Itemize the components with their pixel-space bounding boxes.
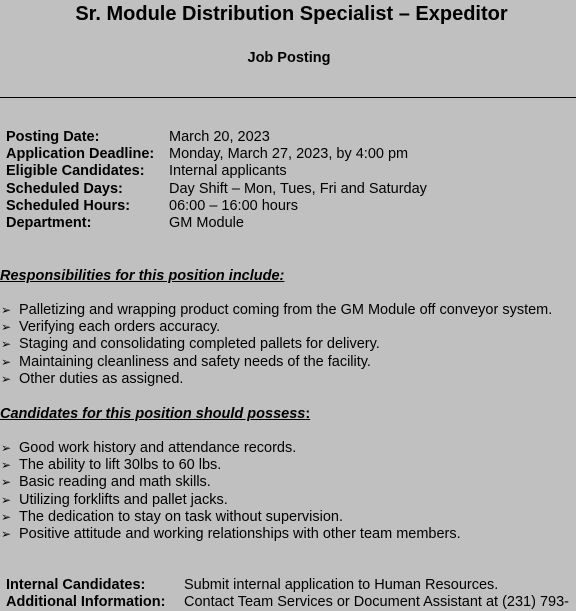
candidates-heading-colon: : [305, 406, 311, 422]
list-item [0, 302, 552, 319]
page-title: Sr. Module Distribution Specialist – Expeditor [75, 3, 508, 25]
list-item [0, 492, 461, 509]
list-item-text: Positive attitude and working relationships with other team members. [19, 525, 461, 542]
detail-label: Department: [6, 214, 92, 231]
detail-value: 06:00 – 16:00 hours [169, 197, 298, 214]
arrow-bullet-icon: ➢ [1, 320, 12, 335]
list-item-text: Staging and consolidating completed pallets for delivery. [19, 336, 380, 353]
list-item [0, 457, 461, 474]
arrow-bullet-icon: ➢ [1, 337, 12, 352]
detail-label: Scheduled Days: [6, 180, 123, 197]
responsibilities-heading: Responsibilities for this position include: [0, 268, 285, 284]
detail-value: Day Shift – Mon, Tues, Fri and Saturday [169, 180, 427, 197]
arrow-bullet-icon: ➢ [1, 371, 12, 386]
candidates-list [0, 440, 461, 543]
list-item [0, 440, 461, 457]
list-item [0, 474, 461, 491]
list-item-text: The dedication to stay on task without supervision. [19, 508, 344, 525]
list-item-text: Palletizing and wrapping product coming from the GM Module off conveyor system. [19, 302, 553, 318]
arrow-bullet-icon: ➢ [1, 354, 12, 369]
header-divider [0, 97, 576, 98]
detail-label: Application Deadline: [6, 146, 155, 163]
footer-label: Additional Information: [6, 594, 166, 611]
candidates-heading-text: Candidates for this position should possess [0, 406, 306, 422]
arrow-bullet-icon: ➢ [1, 475, 12, 490]
list-item-text: Good work history and attendance records. [19, 440, 297, 456]
arrow-bullet-icon: ➢ [1, 526, 12, 541]
list-item-text: Other duties as assigned. [19, 370, 184, 387]
list-item [0, 371, 552, 388]
footer-value: Contact Team Services or Document Assistant at (231) 793- [184, 594, 569, 611]
responsibilities-list [0, 302, 552, 388]
footer-label: Internal Candidates: [6, 577, 146, 593]
detail-label: Eligible Candidates: [6, 163, 145, 180]
list-item-text: Verifying each orders accuracy. [19, 319, 221, 336]
arrow-bullet-icon: ➢ [1, 492, 12, 507]
arrow-bullet-icon: ➢ [1, 303, 12, 317]
detail-value: GM Module [169, 214, 244, 231]
list-item-text: Utilizing forklifts and pallet jacks. [19, 491, 228, 508]
arrow-bullet-icon: ➢ [1, 509, 12, 524]
detail-label: Posting Date: [6, 129, 100, 145]
list-item-text: Maintaining cleanliness and safety needs of the facility. [19, 353, 371, 370]
detail-value: Monday, March 27, 2023, by 4:00 pm [169, 146, 409, 163]
candidates-heading [0, 406, 310, 422]
detail-value: Internal applicants [169, 163, 287, 180]
list-item [0, 354, 552, 371]
list-item [0, 336, 552, 353]
detail-label: Scheduled Hours: [6, 197, 131, 214]
list-item-text: Basic reading and math skills. [19, 474, 211, 491]
list-item [0, 509, 461, 526]
arrow-bullet-icon: ➢ [1, 441, 12, 455]
detail-value: March 20, 2023 [169, 129, 270, 145]
footer-value: Submit internal application to Human Resources. [184, 577, 499, 593]
list-item [0, 526, 461, 543]
page-subtitle: Job Posting [247, 50, 331, 66]
list-item-text: The ability to lift 30lbs to 60 lbs. [19, 457, 222, 474]
list-item [0, 319, 552, 336]
arrow-bullet-icon: ➢ [1, 458, 12, 473]
